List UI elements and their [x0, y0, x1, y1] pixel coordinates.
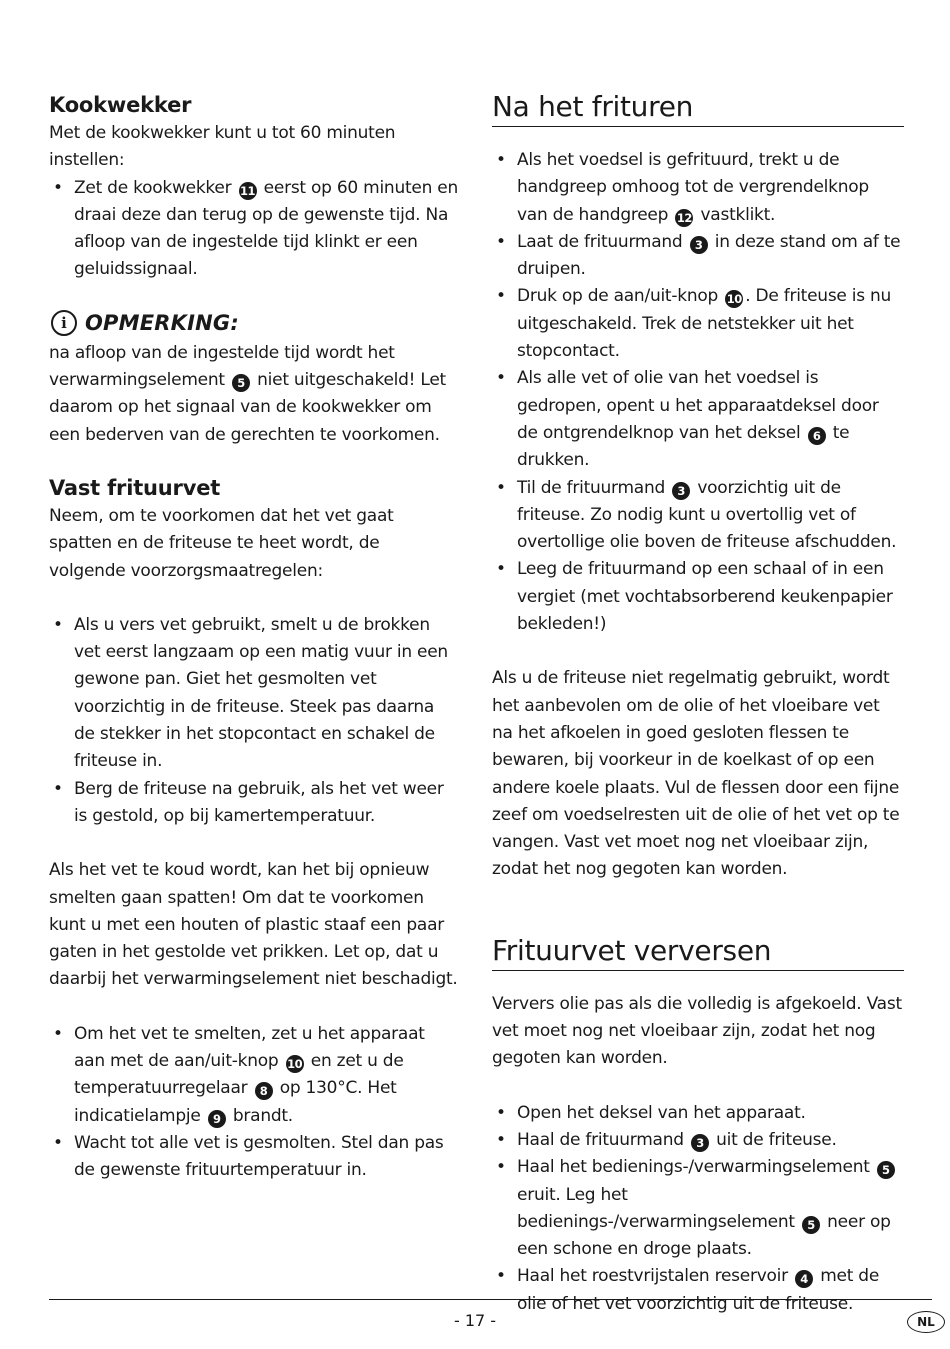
list-item: • Als u vers vet gebruikt, smelt u de brokken vet eerst langzaam op een matig vuur in een gewone pan. Giet het gesmolten vet voorzichtig in de friteuse. Steek pas daarna de stekker in het stopcontact en schakel de friteuse in. [49, 612, 459, 776]
text: Zet de kookwekker [74, 177, 232, 198]
solid-fat-intro: Neem, om te voorkomen dat het vet gaat spatten en de friteuse te heet wordt, de volgende voorzorgsmaatregelen: [49, 505, 394, 581]
text: in deze stand om af te druipen. [517, 231, 901, 280]
ref-number-badge: 10 [726, 292, 742, 307]
solid-fat-paragraph: Als het vet te koud wordt, kan het bij opnieuw smelten gaan spatten! Om dat te voorkomen kunt u met een houten of plastic staaf een paar gaten in het gestolde vet prikken. Let op, dat u daarbij het verwarmingselement niet beschadigt. [49, 860, 458, 990]
text: Til de frituurmand [517, 477, 666, 498]
ref-number-badge: 5 [802, 1216, 820, 1234]
text: Om het vet te smelten, zet u het apparaat aan met de aan/uit-knop [74, 1023, 425, 1072]
ref-number-badge: 5 [232, 374, 250, 392]
text: te drukken. [517, 422, 850, 471]
text: brandt. [232, 1105, 293, 1126]
after-frying-list [492, 147, 904, 638]
solid-fat-list [49, 612, 459, 830]
text: op 130°C. Het indicatielampje [74, 1078, 397, 1126]
page-number: - 17 - [453, 1311, 497, 1330]
footer-divider [49, 1299, 932, 1300]
list-item [49, 1021, 459, 1130]
text: Haal het roestvrijstalen reservoir [517, 1266, 788, 1287]
ref-number-badge: 9 [208, 1110, 226, 1128]
text: vastklikt. [700, 204, 776, 225]
change-fat-heading: Frituurvet verversen [492, 934, 904, 971]
ref-number-badge: 3 [690, 236, 708, 254]
left-column [49, 90, 459, 1185]
ref-number-badge: 10 [287, 1057, 303, 1072]
right-column [492, 90, 904, 1318]
list-item [492, 147, 904, 229]
timer-intro: Met de kookwekker kunt u tot 60 minuten instellen: [49, 123, 396, 171]
timer-heading: Kookwekker [49, 93, 192, 117]
note-header [49, 306, 459, 340]
list-item: • Berg de friteuse na gebruik, als het vet weer is gestold, op bij kamertemperatuur. [49, 776, 459, 831]
text: niet uitgeschakeld! Let daarom op het signaal van de kookwekker om een bederven van de gerechten te voorkomen. [49, 370, 446, 445]
note-text [49, 340, 459, 449]
list-item [49, 175, 459, 284]
text: met de olie of het vet voorzichtig uit de friteuse. [517, 1266, 880, 1314]
text: voorzichtig uit de friteuse. Zo nodig kunt u overtollig vet of overtollige olie boven de friteuse afschudden. [517, 477, 897, 553]
list-item [492, 365, 904, 474]
ref-number-badge: 3 [672, 482, 690, 500]
ref-number-badge: 12 [676, 210, 692, 225]
list-item [492, 475, 904, 557]
text: Als het voedsel is gefrituurd, trekt u de handgreep omhoog tot de vergrendelknop van de handgreep [517, 150, 869, 225]
text: uit de friteuse. [716, 1129, 837, 1150]
text: Haal het bedienings-/verwarmingselement [517, 1157, 870, 1178]
text: en zet u de temperatuurregelaar [74, 1051, 404, 1099]
list-item: • Wacht tot alle vet is gesmolten. Stel dan pas de gewenste frituurtemperatuur in. [49, 1130, 459, 1185]
change-fat-list [492, 1100, 904, 1318]
ref-number-badge: 3 [691, 1134, 709, 1152]
list-item [492, 1127, 904, 1154]
text: neer op een schone en droge plaats. [517, 1211, 891, 1260]
text: eerst op 60 minuten en draai deze dan terug op de gewenste tijd. Na afloop van de ingestelde tijd klinkt er een geluidssignaal. [74, 177, 459, 280]
ref-number-badge: 11 [240, 183, 256, 198]
text: na afloop van de ingestelde tijd wordt het verwarmingselement [49, 342, 395, 391]
ref-number-badge: 8 [255, 1082, 273, 1100]
info-icon: i [51, 310, 77, 336]
after-frying-heading: Na het frituren [492, 90, 904, 127]
list-item [492, 1154, 904, 1263]
text: Laat de frituurmand [517, 231, 683, 252]
note-title: OPMERKING: [85, 310, 239, 335]
ref-number-badge: 4 [795, 1270, 813, 1288]
change-fat-intro: Ververs olie pas als die volledig is afgekoeld. Vast vet moet nog net vloeibaar zijn, zodat het nog gegoten kan worden. [492, 993, 902, 1069]
list-item [492, 229, 904, 284]
text: Als alle vet of olie van het voedsel is gedropen, opent u het apparaatdeksel door de ontgrendelknop van het deksel [517, 368, 879, 443]
list-item: • Leeg de frituurmand op een schaal of in een vergiet (met vochtabsorberend keukenpapier bekleden!) [492, 556, 904, 638]
ref-number-badge: 5 [877, 1161, 895, 1179]
ref-number-badge: 6 [808, 427, 826, 445]
list-item: • Open het deksel van het apparaat. [492, 1100, 904, 1127]
list-item [492, 283, 904, 365]
language-badge: NL [907, 1311, 945, 1333]
text: Haal de frituurmand [517, 1129, 684, 1150]
text: Druk op de aan/uit-knop [517, 286, 719, 307]
melting-list [49, 1021, 459, 1185]
storage-paragraph: Als u de friteuse niet regelmatig gebruikt, wordt het aanbevolen om de olie of het vloeibare vet na het afkoelen in goed gesloten flessen te bewaren, bij voorkeur in de koelkast of op een andere koele plaats. Vul de flessen door een fijne zeef om voedselresten uit de olie of het vet op te vangen. Vast vet moet nog net vloeibaar zijn, zodat het nog gegoten kan worden. [492, 668, 900, 880]
text: . De friteuse is nu uitgeschakeld. Trek de netstekker uit het stopcontact. [517, 286, 892, 362]
text: eruit. Leg het bedienings-/verwarmingselement [517, 1184, 795, 1232]
timer-list [49, 175, 459, 284]
solid-fat-heading: Vast frituurvet [49, 475, 221, 500]
list-item [492, 1263, 904, 1318]
